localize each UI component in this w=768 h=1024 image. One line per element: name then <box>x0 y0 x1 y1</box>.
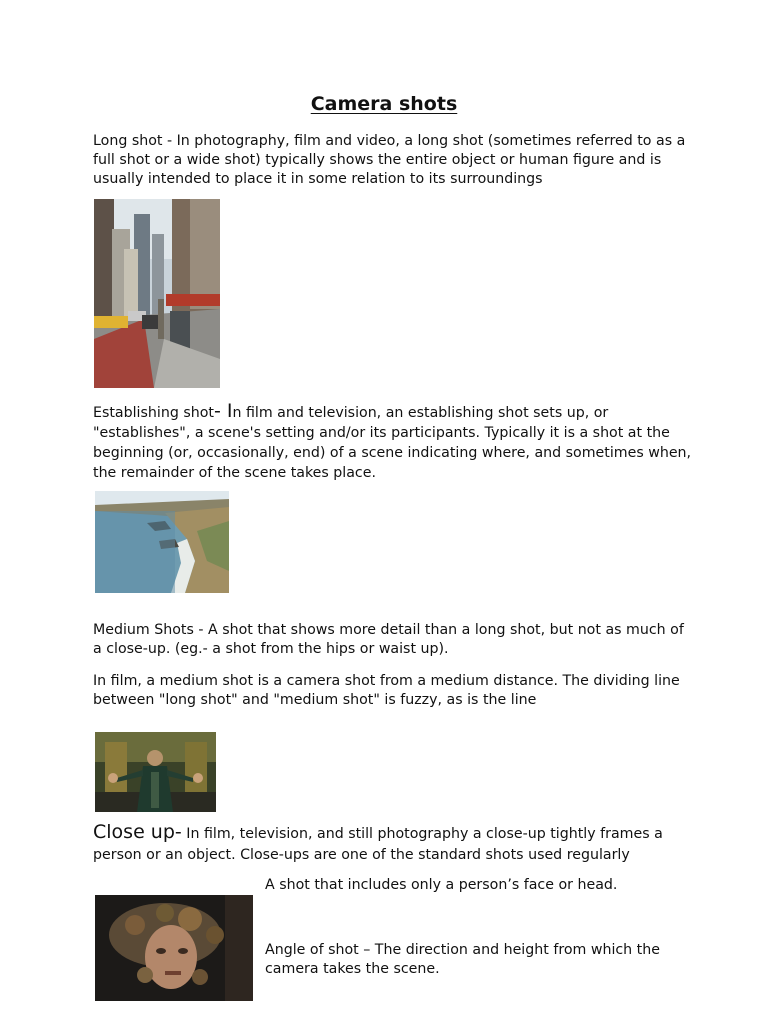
establishing-shot-text: n film and television, an establishing shot sets up, or "establishes", a scene's setting and/or its participants. Typically it is a shot at the beginning (or, occasionally, end) of a scene indicating where, and sometimes when, the remainder of the scene takes place. <box>93 405 692 481</box>
medium-shot-figure-image <box>95 732 216 812</box>
long-shot-paragraph: Long shot - In photography, film and video, a long shot (sometimes referred to as a full shot or a wide shot) typically shows the entire object or human figure and is usually intended to place it in some relation to its surroundings <box>93 133 686 187</box>
establishing-shot-paragraph <box>93 401 693 483</box>
long-shot-city-street-image <box>94 199 220 388</box>
page-title: Camera shots <box>310 93 458 115</box>
close-up-caption: A shot that includes only a person’s face or head. <box>265 877 618 893</box>
close-up-heading: Close up- <box>93 821 182 843</box>
medium-shots-paragraph: Medium Shots - A shot that shows more detail than a long shot, but not as much of a close-up. (eg.- a shot from the hips or waist up). <box>93 622 684 657</box>
close-up-text: In film, television, and still photography a close-up tightly frames a person or an object. Close-ups are one of the standard shots used regularly <box>93 826 663 863</box>
establishing-shot-lead: Establishing shot <box>93 405 214 421</box>
close-up-paragraph <box>93 822 693 866</box>
close-up-face-image <box>95 895 253 1001</box>
establishing-shot-coastline-image <box>95 491 229 593</box>
angle-of-shot-paragraph: Angle of shot – The direction and height from which the camera takes the scene. <box>265 942 660 977</box>
medium-shot-definition-paragraph: In film, a medium shot is a camera shot from a medium distance. The dividing line between "long shot" and "medium shot" is fuzzy, as is the line <box>93 673 680 708</box>
establishing-shot-dash: - I <box>213 400 233 422</box>
